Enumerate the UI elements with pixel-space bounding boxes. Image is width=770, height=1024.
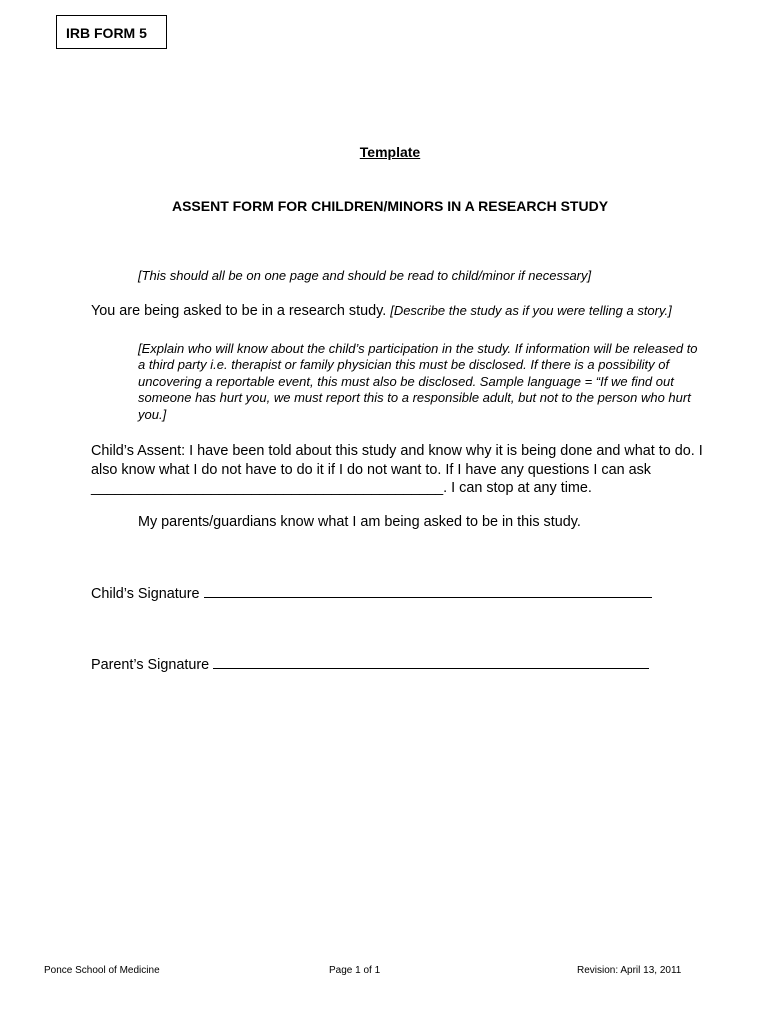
explain-line: someone has hurt you, we must report this to a responsible adult, but not to the person who hurt [138,390,691,406]
parent-signature-field[interactable] [213,656,649,669]
assent-line: Child’s Assent: I have been told about this study and know why it is being done and what to do. I [91,443,703,459]
child-signature-field[interactable] [204,585,652,598]
assent-paragraph [91,442,741,498]
child-signature-label: Child’s Signature [91,586,200,602]
page-title: ASSENT FORM FOR CHILDREN/MINORS IN A RESEARCH STUDY [171,198,609,214]
parents-statement: My parents/guardians know what I am being asked to be in this study. [138,514,581,530]
footer-page-number: Page 1 of 1 [329,965,381,976]
explain-line: you.] [138,406,167,422]
intro-paragraph [91,303,672,319]
template-heading: Template [359,144,421,160]
form-label: IRB FORM 5 [66,25,147,41]
form-label-box [56,15,167,49]
explain-paragraph [138,341,742,423]
explain-line: [Explain who will know about the child’s participation in the study. If information will be released to [138,341,698,356]
footer-revision: Revision: April 13, 2011 [577,965,682,976]
assent-line: ____________________________________________. I can stop at any time. [91,480,592,496]
explain-line: a third party i.e. therapist or family physician this must be disclosed. If there is a possibility of [138,357,670,373]
footer-institution: Ponce School of Medicine [44,965,160,976]
explain-line: uncovering a reportable event, this must also be disclosed. Sample language = “If we find out [138,373,674,389]
assent-line: also know what I do not have to do it if I do not want to. If I have any questions I can ask [91,461,651,478]
parent-signature-row [91,656,649,673]
intro-text: You are being asked to be in a research study. [91,303,391,319]
instruction-note: [This should all be on one page and should be read to child/minor if necessary] [138,268,592,283]
child-signature-row [91,585,652,602]
intro-note: [Describe the study as if you were telling a story.] [390,303,672,318]
parent-signature-label: Parent’s Signature [91,657,210,673]
